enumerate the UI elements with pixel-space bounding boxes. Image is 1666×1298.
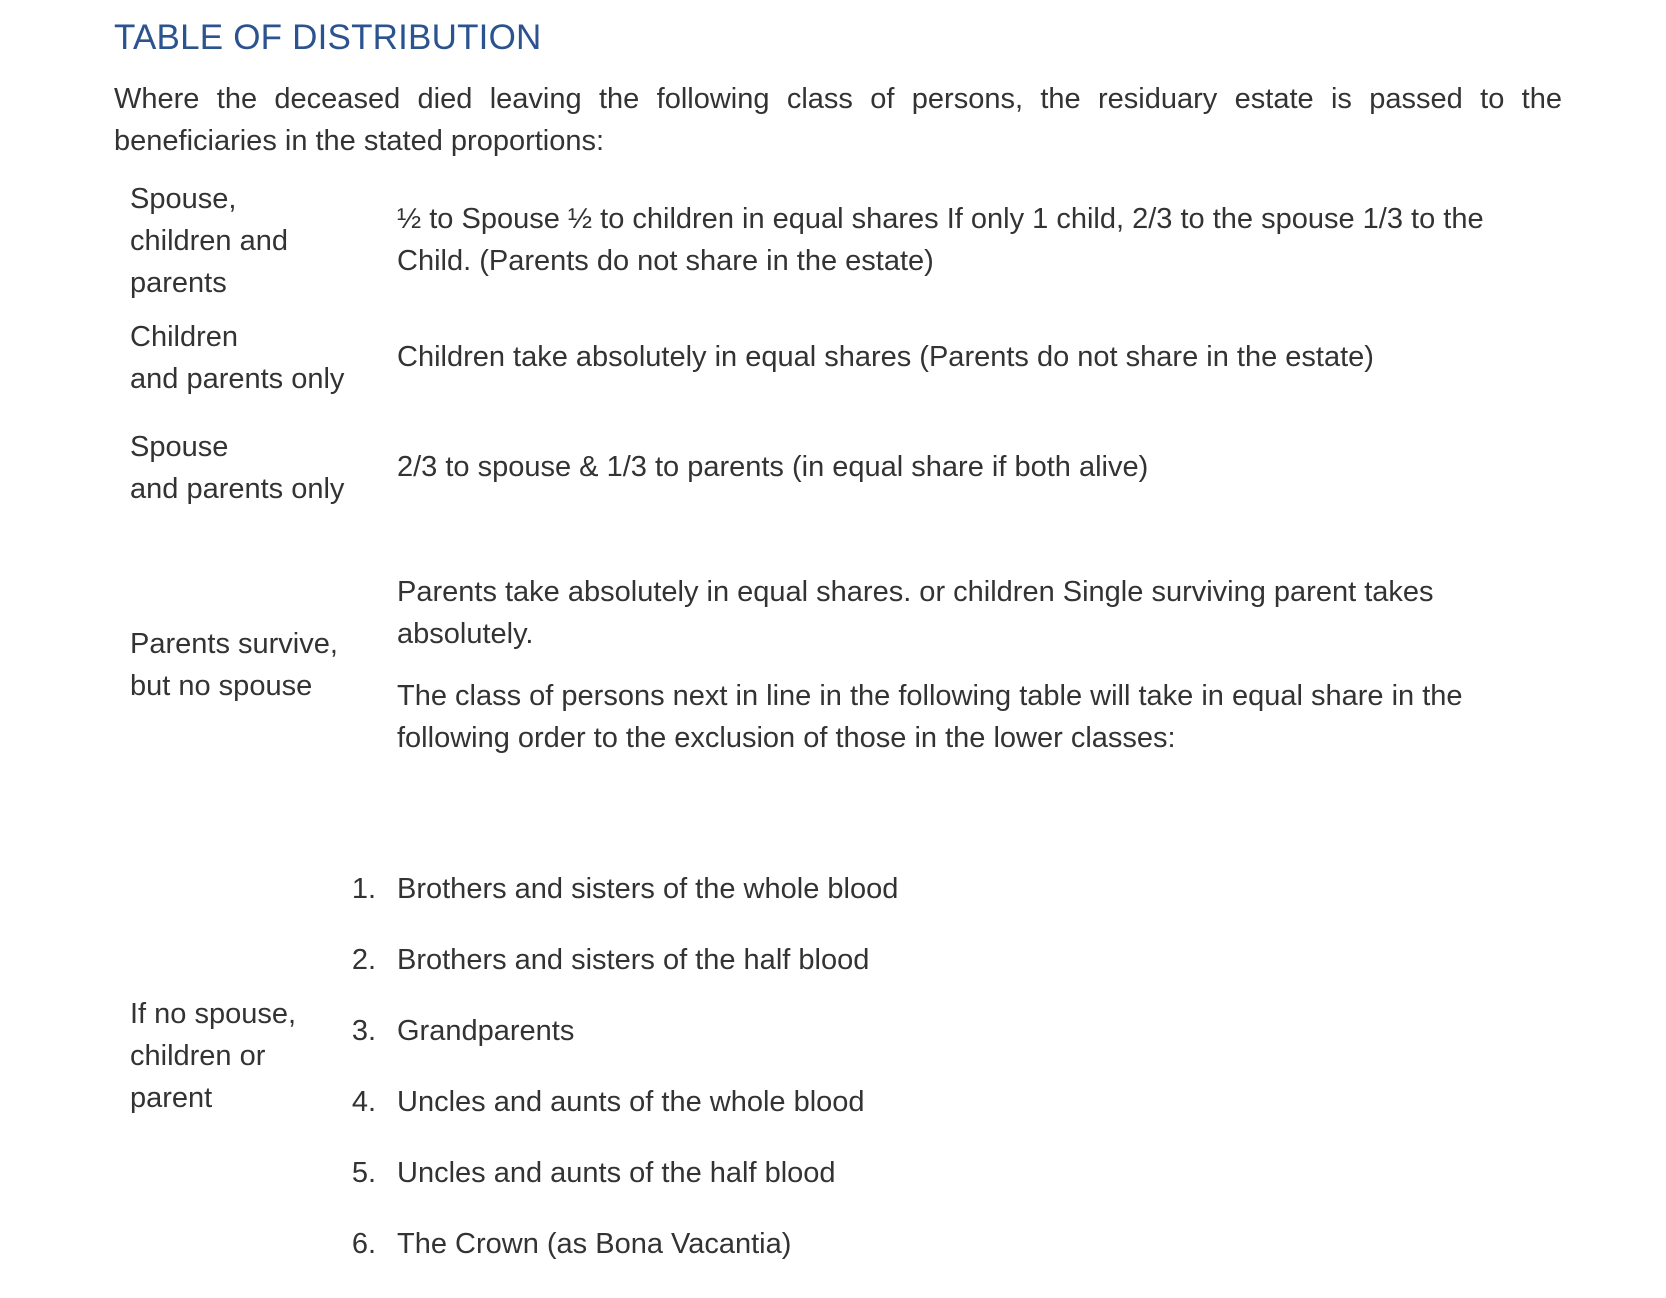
row-label: Parents survive, but no spouse	[130, 628, 338, 702]
intro-paragraph: Where the deceased died leaving the following class of persons, the residuary estate is passed to the beneficiaries in the stated proportions:	[114, 83, 1562, 157]
row-description: Parents take absolutely in equal shares. or children Single surviving parent takes absolutely. The class of persons next in line in the following table will take in equal share in the following order to the exclusion of those in the lower classes:	[397, 576, 1463, 754]
row-description: Children take absolutely in equal shares (Parents do not share in the estate)	[397, 341, 1374, 373]
page-title: TABLE OF DISTRIBUTION	[114, 18, 542, 57]
row-label: Spouse and parents only	[130, 431, 345, 505]
row-label: Children and parents only	[130, 321, 345, 395]
row-description: 2/3 to spouse & 1/3 to parents (in equal share if both alive)	[397, 451, 1149, 483]
row-label: Spouse, children and parents	[130, 183, 288, 299]
row-label: If no spouse, children or parent	[130, 998, 297, 1114]
row-description: ½ to Spouse ½ to children in equal shares If only 1 child, 2/3 to the spouse 1/3 to the Child. (Parents do not share in the estate)	[397, 203, 1484, 277]
